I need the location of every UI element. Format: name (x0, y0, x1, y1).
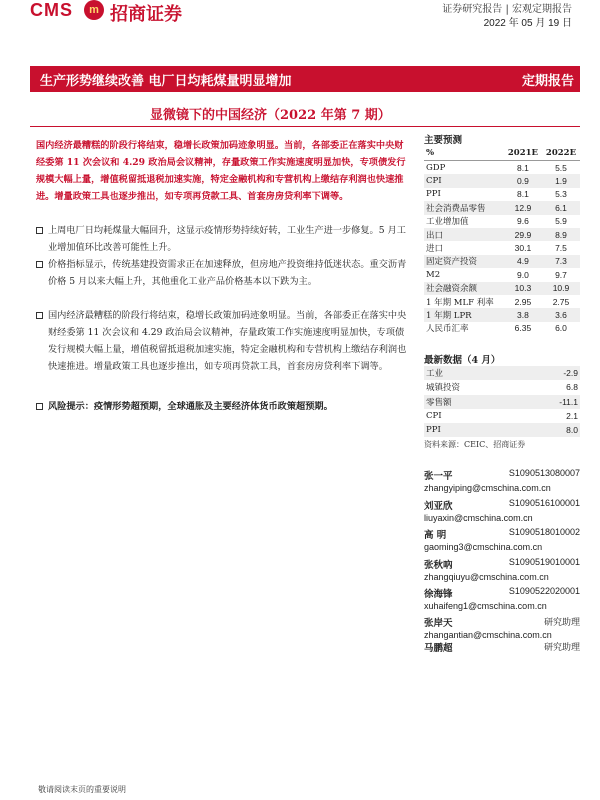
value-cell: 6.0 (555, 323, 567, 334)
bullet-item (36, 256, 408, 290)
indicator-cell: 进口 (426, 244, 444, 255)
analyst-email[interactable]: gaoming3@cmschina.com.cn (424, 542, 543, 552)
footer-note: 敬请阅读末页的重要说明 (38, 785, 126, 794)
value-cell: 7.3 (542, 255, 580, 268)
analyst-id: S1090519010001 (508, 557, 580, 567)
latest-data-table (424, 366, 580, 437)
bullet-text: 上周电厂日均耗煤量大幅回升，这显示疫情形势持续好转，工业生产进一步修复。5 月工业增加值环比改善可能性上升。 (48, 225, 406, 253)
indicator-cell: CPI (424, 174, 504, 187)
table-row (424, 366, 580, 380)
value-cell: 3.8 (504, 308, 542, 321)
indicator-cell: 1 年期 MLF 利率 (426, 297, 494, 308)
analyst-entry (424, 468, 580, 493)
value-cell: 8.1 (517, 189, 529, 200)
report-category: 证券研究报告 | 宏观定期报告 (442, 4, 572, 15)
value-cell: 5.9 (555, 216, 567, 227)
value-cell: 0.9 (504, 174, 542, 187)
value-cell: 9.0 (517, 269, 529, 280)
value-cell: 6.1 (542, 201, 580, 214)
analyst-email[interactable]: xuhaifeng1@cmschina.com.cn (424, 601, 547, 611)
value-cell: 6.35 (514, 323, 532, 334)
indicator-cell: 零售额 (424, 395, 522, 409)
risk-warning (36, 398, 408, 415)
value-cell: 10.9 (542, 282, 580, 295)
value-cell: 10.3 (504, 282, 542, 295)
column-header: % (424, 146, 504, 161)
value-cell: 2.95 (514, 296, 532, 307)
checkbox-bullet-icon (36, 312, 43, 319)
bullet-item (36, 222, 408, 256)
logo-cms-text: CMS (30, 0, 73, 20)
analyst-name: 高 明 (424, 530, 447, 541)
analyst-email[interactable]: liuyaxin@cmschina.com.cn (424, 513, 533, 523)
summary-paragraph: 国内经济最糟糕的阶段行将结束，稳增长政策加码迹象明显。当前，各部委正在落实中央财经委第 11 次会议和 4.29 政治局会议精神，存量政策工作实施速度明显加快，专项债发行规模大幅上量，增值税留抵退税加速实施，特定金融机构和专营机构上缴结存利润也快速推进。增量政策工具也逐步推出，如专项再贷款工具、首套房房贷利率下调等。 (36, 140, 406, 202)
value-cell: 5.5 (555, 162, 567, 173)
analyst-id: S1090518010002 (508, 527, 580, 537)
analyst-name: 刘亚欣 (424, 501, 453, 512)
table-row (424, 395, 580, 409)
indicator-cell: 出口 (424, 228, 504, 241)
analyst-name: 马鹏超 (424, 643, 453, 654)
table-row (424, 188, 580, 201)
analyst-header (424, 498, 580, 512)
analyst-id: S1090513080007 (508, 468, 580, 478)
indicator-cell: 人民币汇率 (426, 324, 469, 335)
table-row (424, 282, 580, 295)
table-row (424, 423, 580, 437)
analyst-id: S1090522020001 (508, 586, 580, 596)
latest-data-title: 最新数据（4 月） (424, 355, 501, 366)
table-row (424, 295, 580, 308)
value-cell: 3.6 (542, 308, 580, 321)
analyst-header (424, 640, 580, 654)
analyst-name: 徐海锋 (424, 589, 453, 600)
indicator-cell: CPI (426, 411, 442, 422)
indicator-cell: 社会消费品零售 (424, 201, 504, 214)
analyst-id: 研究助理 (543, 617, 580, 627)
analyst-entry (424, 527, 580, 552)
logo-badge-icon: m (84, 0, 104, 20)
bullet-text: 国内经济最糟糕的阶段行将结束，稳增长政策加码迹象明显。当前，各部委正在落实中央财经委第 11 次会议和 4.29 政治局会议精神，存量政策工作实施速度明显加快，专项债发行规模大幅上量，增值税留抵退税加速实施，特定金融机构和专营机构上缴结存利润也快速推进。增量政策工具也逐步推出，如专项再贷款工具，首套房房贷利率下调等。 (48, 310, 407, 372)
indicator-cell: GDP (426, 162, 446, 173)
table-row (424, 409, 580, 423)
table-row (424, 255, 580, 268)
analyst-entry (424, 640, 580, 654)
table-row (424, 161, 580, 175)
value-cell: 4.9 (504, 255, 542, 268)
analyst-id: S1090516100001 (508, 498, 580, 508)
analyst-header (424, 615, 580, 629)
value-cell: 8.1 (517, 162, 529, 173)
value-cell: 9.6 (517, 216, 529, 227)
analyst-entry (424, 557, 580, 582)
table-header-row (424, 146, 580, 161)
table-row (424, 174, 580, 187)
analyst-name: 张岸天 (424, 618, 453, 629)
value-cell: 6.8 (566, 382, 578, 393)
value-cell: 8.0 (522, 423, 580, 437)
analyst-email[interactable]: zhangqiuyu@cmschina.com.cn (424, 572, 549, 582)
logo-cn-text: 招商证券 (110, 4, 182, 25)
value-cell: 1.9 (542, 174, 580, 187)
table-row (424, 380, 580, 394)
table-row (424, 308, 580, 321)
bullet-text: 价格指标显示，传统基建投资需求正在加速释放，但房地产投资维持低迷状态。重交沥青价格 5 月以来大幅上升，其他重化工业产品价格基本以下跌为主。 (48, 259, 407, 287)
value-cell: 2.1 (566, 411, 578, 422)
analyst-name: 张一平 (424, 471, 453, 482)
indicator-cell: PPI (424, 423, 522, 437)
risk-text: 风险提示：疫情形势超预期，全球通胀及主要经济体货币政策超预期。 (48, 401, 333, 412)
value-cell: -11.1 (522, 395, 580, 409)
banner-title: 生产形势继续改善 电厂日均耗煤量明显增加 (40, 74, 292, 89)
banner-tag: 定期报告 (521, 74, 574, 89)
analyst-entry (424, 498, 580, 523)
forecast-title: 主要预测 (424, 135, 463, 146)
checkbox-bullet-icon (36, 227, 43, 234)
analyst-id: 研究助理 (543, 642, 580, 652)
value-cell: 30.1 (514, 243, 532, 254)
analyst-header (424, 468, 580, 482)
analyst-header (424, 586, 580, 600)
value-cell: 9.7 (555, 269, 567, 280)
value-cell: 7.5 (555, 243, 567, 254)
indicator-cell: 工业增加值 (426, 217, 469, 228)
value-cell: -2.9 (522, 366, 580, 380)
page-subtitle: 显微镜下的中国经济（2022 年第 7 期） (150, 108, 391, 123)
analyst-entry (424, 615, 580, 640)
analyst-name: 张秋吶 (424, 560, 453, 571)
divider (30, 126, 580, 127)
table-row (424, 201, 580, 214)
data-source: 资料来源：CEIC、招商证券 (424, 440, 526, 449)
indicator-cell: 固定资产投资 (424, 255, 504, 268)
table-row (424, 215, 580, 228)
column-header: 2022E (542, 146, 580, 161)
report-date: 2022 年 05 月 19 日 (483, 18, 572, 29)
bullet-item (36, 307, 408, 375)
indicator-cell: 社会融资余额 (424, 282, 504, 295)
indicator-cell: PPI (426, 189, 441, 200)
table-row (424, 228, 580, 241)
analyst-header (424, 527, 580, 541)
value-cell: 29.9 (504, 228, 542, 241)
table-row (424, 268, 580, 281)
value-cell: 2.75 (552, 296, 570, 307)
forecast-table (424, 146, 580, 335)
analyst-email[interactable]: zhangyiping@cmschina.com.cn (424, 483, 551, 493)
value-cell: 8.9 (542, 228, 580, 241)
analyst-header (424, 557, 580, 571)
indicator-cell: 城镇投资 (426, 383, 461, 394)
column-header: 2021E (504, 146, 542, 161)
table-row (424, 241, 580, 254)
value-cell: 12.9 (504, 201, 542, 214)
indicator-cell: 工业 (424, 366, 522, 380)
table-row (424, 322, 580, 335)
indicator-cell: 1 年期 LPR (424, 308, 504, 321)
value-cell: 5.3 (555, 189, 567, 200)
analyst-email[interactable]: zhangantian@cmschina.com.cn (424, 630, 552, 640)
checkbox-bullet-icon (36, 261, 43, 268)
indicator-cell: M2 (426, 269, 441, 280)
analyst-entry (424, 586, 580, 611)
checkbox-bullet-icon (36, 403, 43, 410)
